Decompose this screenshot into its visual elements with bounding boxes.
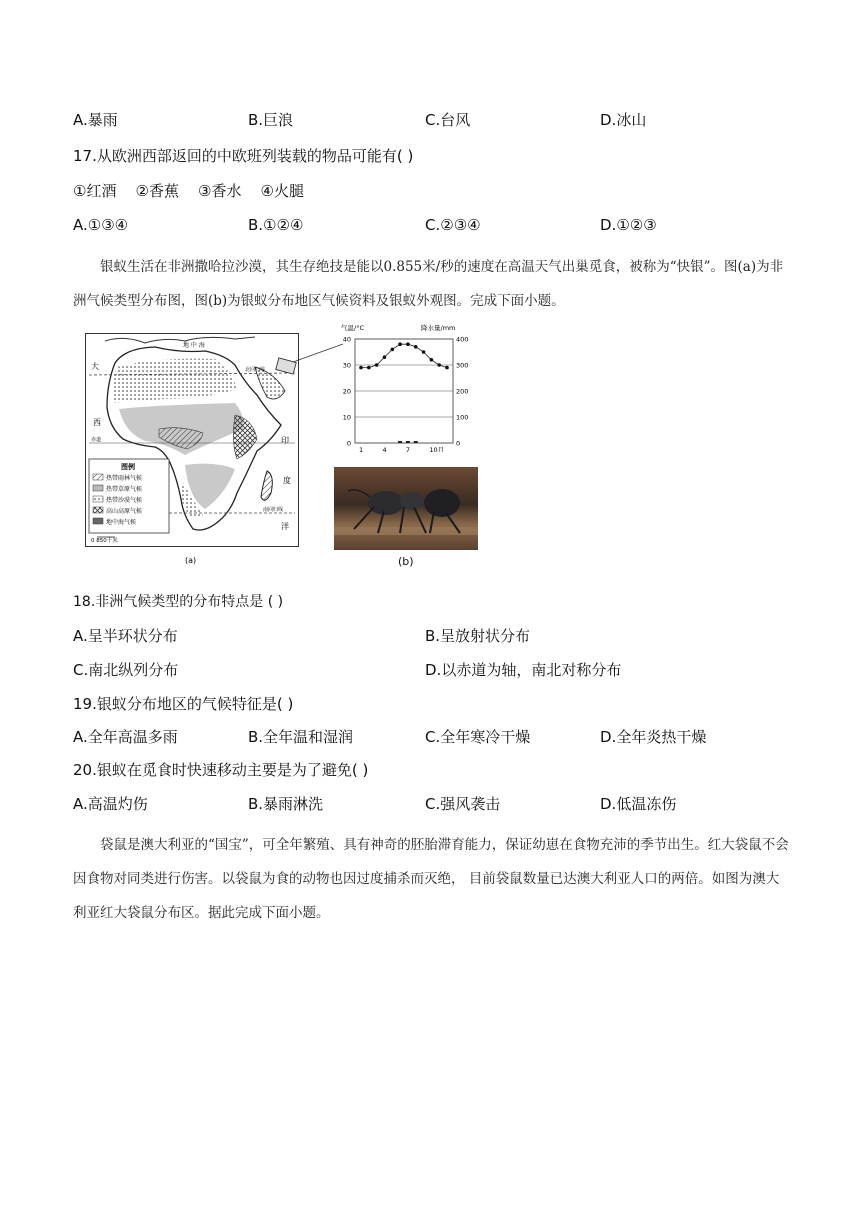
label-equator: 赤道: [91, 437, 102, 443]
q20-stem: 20.银蚁在觅食时快速移动主要是为了避免( ): [73, 761, 369, 779]
legend-item-4: 高山高原气候: [106, 508, 143, 515]
chart-ytick-right: 400: [456, 335, 469, 344]
q17-option-c: C.②③④: [425, 216, 481, 234]
q17-option-b: B.①②④: [248, 216, 304, 234]
temperature-point: [359, 366, 363, 370]
ant-silhouette: [334, 467, 478, 550]
map-scale: 0 850千米: [91, 538, 118, 544]
chart-xtick: 1: [359, 446, 364, 452]
chart-ytick-left: 10: [342, 413, 351, 422]
q17-option-a: A.①③④: [73, 216, 129, 234]
q20-option-b: B.暴雨淋洗: [248, 795, 324, 813]
legend-item-1: 热带雨林气候: [106, 475, 143, 482]
africa-climate-map: [85, 333, 299, 569]
label-xi: 西: [93, 418, 101, 427]
chart-xtick: 10月: [429, 446, 445, 452]
legend-item-3: 热带沙漠气候: [106, 497, 143, 504]
silver-ant-photo: [334, 467, 478, 550]
chart-ytick-left: 0: [346, 439, 351, 448]
label-da: 大: [91, 362, 99, 371]
temperature-point: [375, 363, 379, 367]
label-mediterranean: 地 中 海: [183, 342, 205, 349]
map-legend: [89, 459, 169, 533]
legend-item-2: 热带草原气候: [106, 486, 143, 493]
chart-ytick-left: 20: [342, 387, 351, 396]
chart-xtick: 7: [405, 446, 411, 452]
precip-bar: [414, 441, 418, 443]
q18-stem: 18.非洲气候类型的分布特点是 ( ): [73, 594, 284, 610]
q19-option-b: B.全年温和湿润: [248, 728, 354, 746]
temperature-point: [422, 350, 426, 354]
temperature-point: [383, 355, 387, 359]
q18-option-b: B.呈放射状分布: [425, 627, 531, 645]
map-svg: [85, 333, 299, 569]
temperature-point: [406, 342, 410, 346]
passage-kangaroo: 袋鼠是澳大利亚的“国宝”，可全年繁殖、具有神奇的胚胎滞育能力，保证幼崽在食物充沛的季节出生。红大袋鼠不会因食物对同类进行伤害。以袋鼠为食的动物也因过度捕杀而灭绝， 目前袋鼠数量已达澳大利亚人口的两倍。如图为澳大利亚红大袋鼠分布区。据此完成下面小题。: [73, 837, 789, 921]
label-yin: 印: [281, 436, 289, 445]
chart-ytick-left: 30: [342, 361, 351, 370]
climate-chart-svg: [335, 322, 475, 452]
temperature-point: [390, 348, 394, 352]
chart-ylabel-left: 气温/°C: [341, 324, 364, 332]
q17-items: ①红酒 ②香蕉 ③香水 ④火腿: [73, 182, 305, 200]
temperature-point: [430, 358, 434, 362]
caption-a: (a): [185, 556, 197, 565]
temperature-point: [437, 363, 441, 367]
legend-item-5: 地中海气候: [106, 519, 137, 526]
q20-option-c: C.强风袭击: [425, 795, 501, 813]
chart-xtick: 4: [382, 446, 387, 452]
temperature-point: [398, 342, 402, 346]
label-tropic-capricorn: 南回归线: [263, 507, 284, 513]
precip-bar: [406, 441, 410, 443]
q18-option-d: D.以赤道为轴，南北对称分布: [425, 661, 622, 679]
q16-option-d: D.冰山: [600, 111, 647, 129]
chart-ytick-right: 300: [456, 361, 469, 370]
q16-option-a: A.暴雨: [73, 111, 118, 129]
legend-title: 图例: [121, 463, 135, 471]
q20-option-a: A.高温灼伤: [73, 795, 148, 813]
q19-option-c: C.全年寒冷干燥: [425, 728, 531, 746]
q18-option-c: C.南北纵列分布: [73, 661, 179, 679]
label-du: 度: [283, 476, 291, 485]
q19-stem: 19.银蚁分布地区的气候特征是( ): [73, 695, 294, 713]
q17-stem: 17.从欧洲西部返回的中欧班列装载的物品可能有( ): [73, 147, 414, 165]
chart-ytick-left: 40: [342, 335, 351, 344]
q17-option-d: D.①②③: [600, 216, 657, 234]
chart-ytick-right: 0: [456, 439, 461, 448]
q16-option-c: C.台风: [425, 111, 471, 129]
q20-option-d: D.低温冻伤: [600, 795, 677, 813]
precip-bar: [398, 441, 402, 443]
chart-ytick-right: 200: [456, 387, 469, 396]
climate-chart: [335, 322, 475, 452]
q19-option-a: A.全年高温多雨: [73, 728, 178, 746]
q16-option-b: B.巨浪: [248, 111, 294, 129]
temperature-point: [445, 366, 449, 370]
passage-silver-ant: 银蚁生活在非洲撒哈拉沙漠，其生存绝技是能以0.855米/秒的速度在高温天气出巢觅食，被称为“快银”。图(a)为非洲气候类型分布图，图(b)为银蚁分布地区气候资料及银蚁外观图。完成下面小题。: [73, 259, 784, 309]
chart-ytick-right: 100: [456, 413, 469, 422]
q18-option-a: A.呈半环状分布: [73, 627, 178, 645]
temperature-line: [361, 344, 447, 367]
q19-option-d: D.全年炎热干燥: [600, 728, 707, 746]
temperature-point: [414, 345, 418, 349]
caption-b: (b): [398, 555, 414, 568]
label-tropic-cancer: 北回归线: [245, 367, 266, 373]
chart-ylabel-right: 降水量/mm: [421, 324, 456, 332]
temperature-point: [367, 366, 371, 370]
label-yang: 洋: [281, 522, 289, 531]
